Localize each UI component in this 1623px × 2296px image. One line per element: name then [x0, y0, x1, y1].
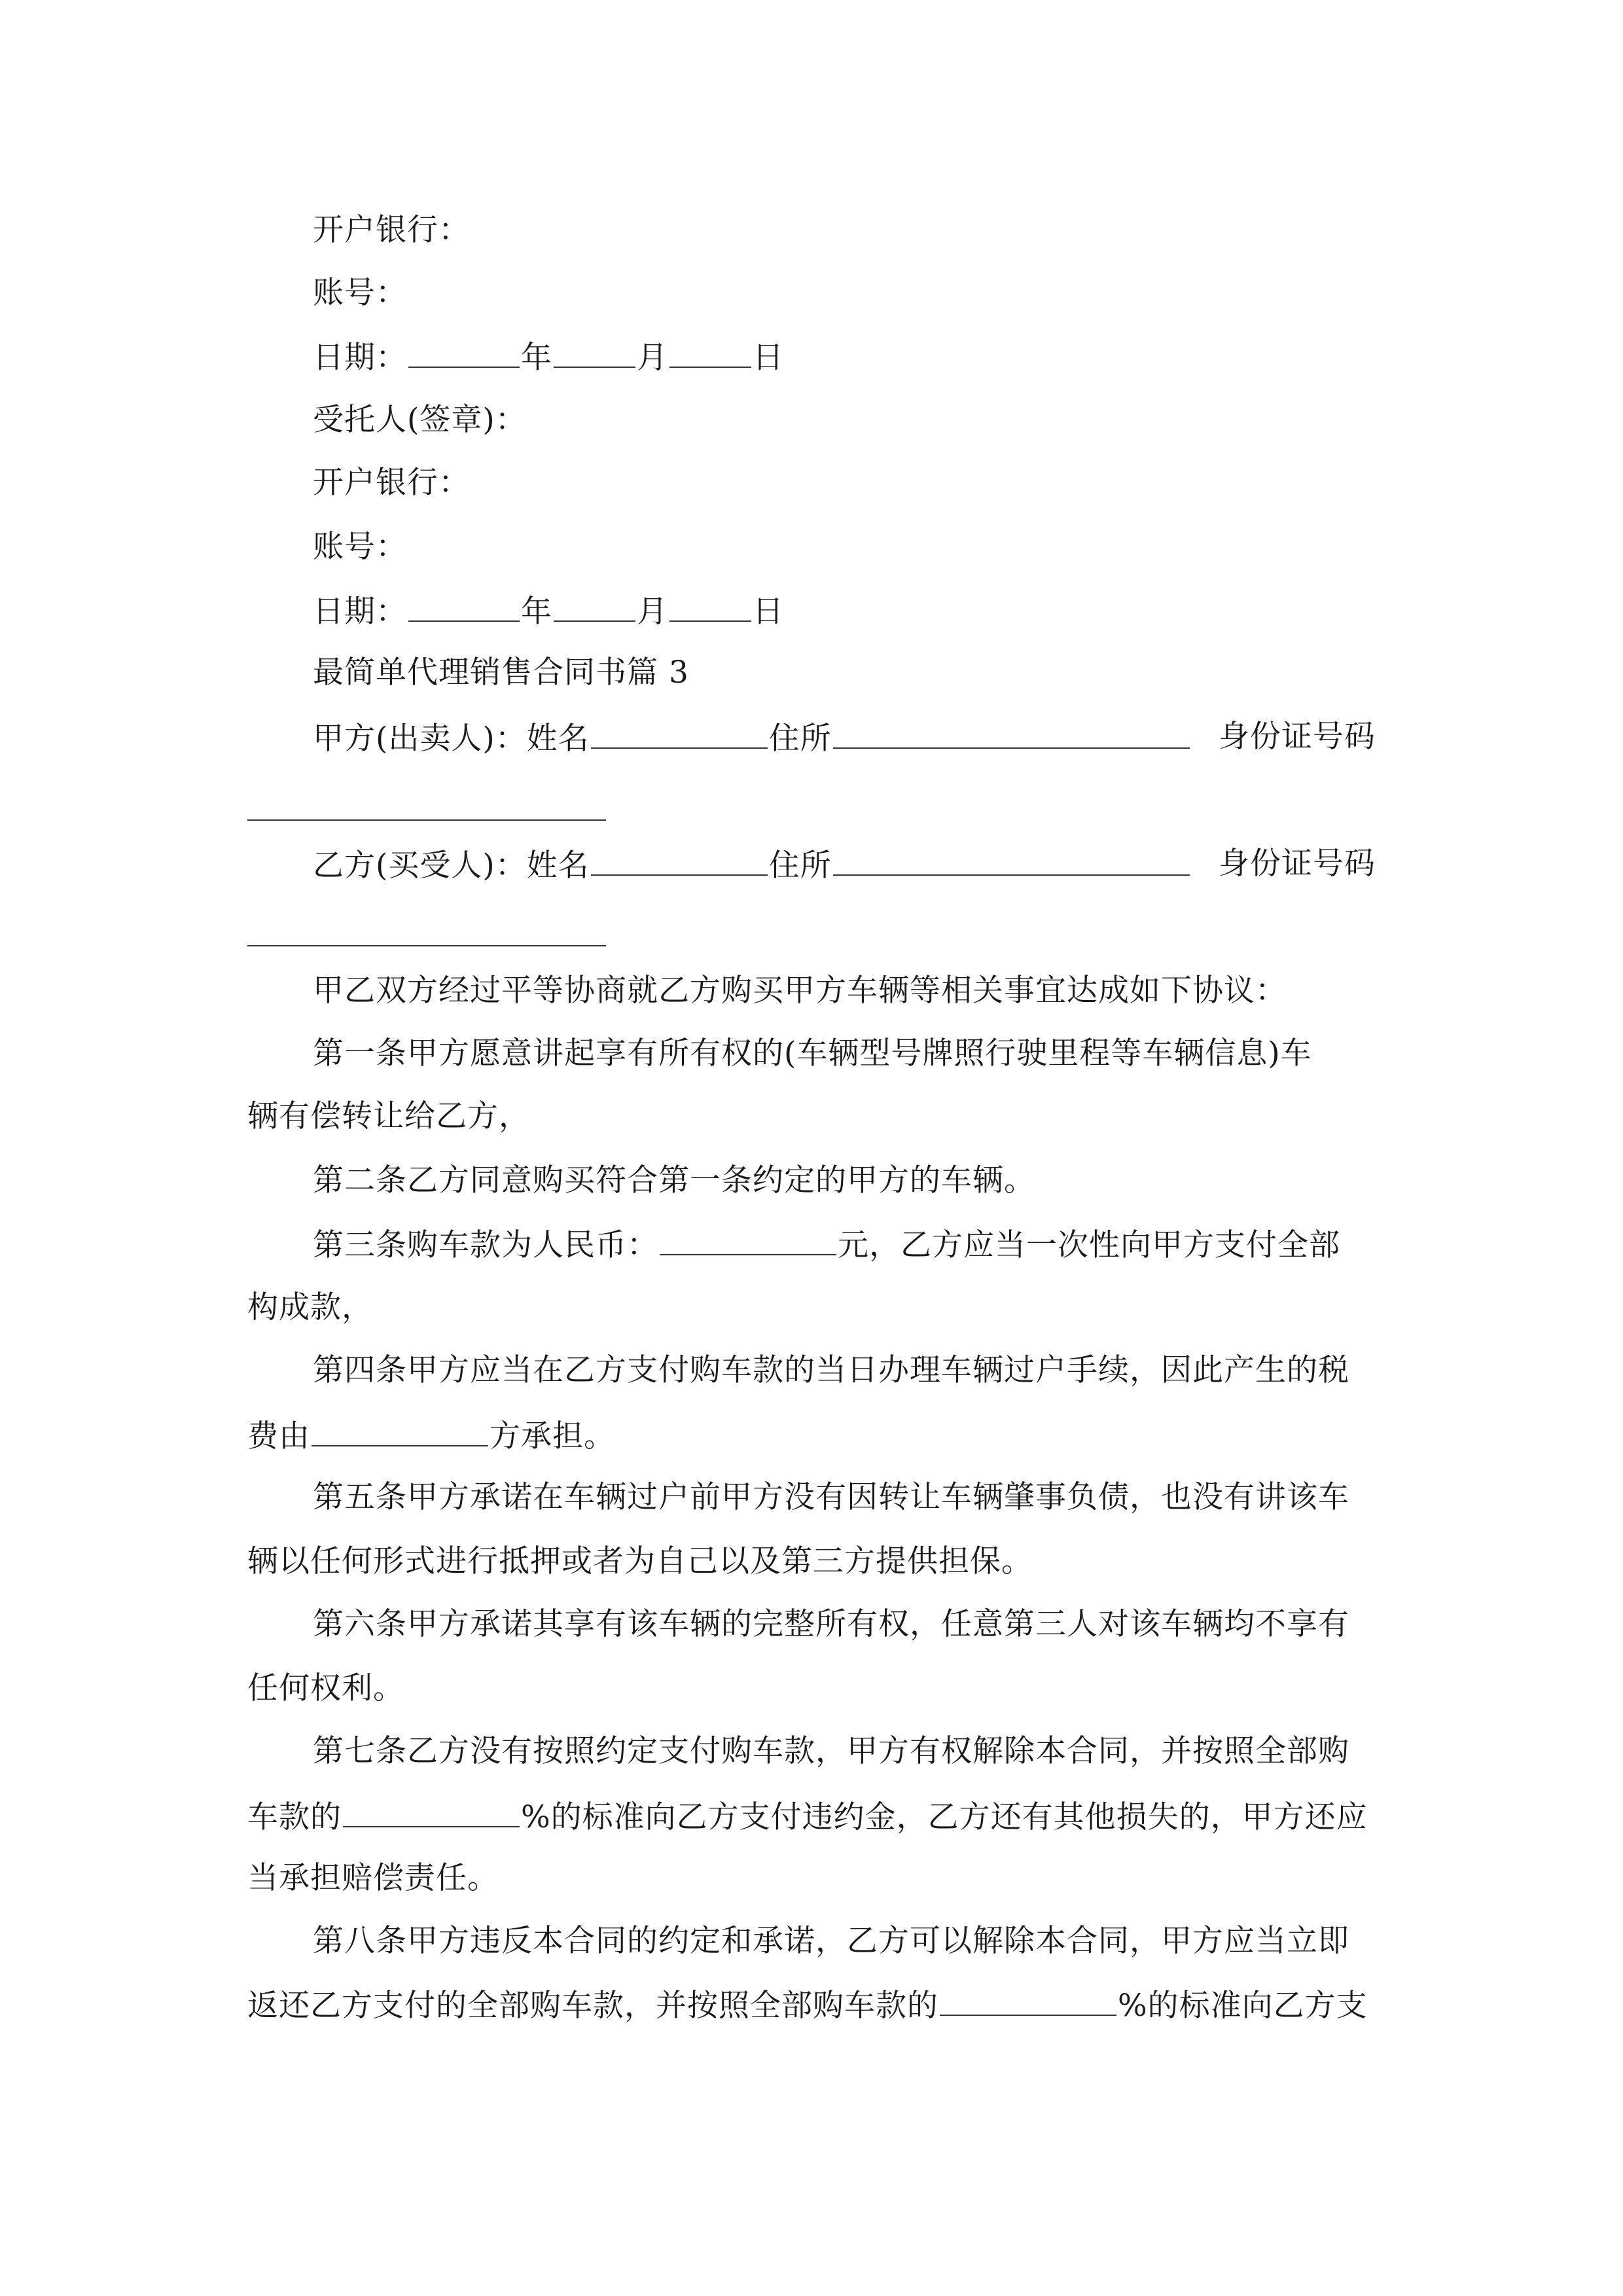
bank-label-2: 开户银行： — [313, 465, 470, 501]
clause-3-line-2: 构成款， — [247, 1289, 373, 1325]
party-b-line — [313, 844, 1376, 886]
party-a-address-blank — [833, 717, 1190, 749]
clause-3-text-a: 第三条购车款为人民币： — [313, 1227, 658, 1263]
day-blank — [669, 336, 751, 368]
bank-label-1: 开户银行： — [313, 212, 470, 248]
penalty-percent-blank-2 — [940, 1984, 1116, 2016]
date-line-1 — [313, 336, 1376, 378]
clause-3-line-1 — [313, 1224, 1376, 1265]
party-a-id-label: 身份证号码 — [1219, 719, 1376, 755]
party-a-name-blank — [591, 717, 768, 749]
clause-8-text-b: %的标准向乙方支 — [1118, 1988, 1368, 2024]
clause-4-text-a: 费由 — [247, 1418, 310, 1454]
day-label: 日 — [753, 594, 784, 630]
clause-1-line-2: 辆有偿转让给乙方， — [247, 1098, 530, 1134]
clause-8-line-1: 第八条甲方违反本合同的约定和承诺，乙方可以解除本合同，甲方应当立即 — [313, 1923, 1349, 1959]
month-label: 月 — [637, 340, 668, 376]
tax-party-blank — [312, 1415, 488, 1446]
clause-7-line-2 — [247, 1796, 1376, 1837]
clause-1-text: 第一条甲方愿意讲起享有所有权的(车辆型号牌照行驶里程等车辆信息)车 — [313, 1035, 1312, 1071]
day-label: 日 — [753, 340, 784, 376]
price-blank — [660, 1224, 836, 1255]
party-b-address-label: 住所 — [768, 848, 832, 884]
clause-8-line-2 — [247, 1984, 1376, 2026]
date-line-2 — [313, 590, 1376, 632]
month-blank — [554, 590, 635, 622]
date-label: 日期： — [313, 594, 407, 630]
clause-6-line-2: 任何权利。 — [247, 1670, 404, 1706]
agreement-intro: 甲乙双方经过平等协商就乙方购买甲方车辆等相关事宜达成如下协议： — [313, 973, 1287, 1009]
party-b-name-blank — [591, 844, 768, 876]
party-a-name-label: 甲方(出卖人)：姓名 — [313, 721, 590, 757]
party-b-id-label: 身份证号码 — [1219, 846, 1376, 882]
account-label-1: 账号： — [313, 275, 407, 311]
party-b-name-label: 乙方(买受人)：姓名 — [313, 848, 590, 884]
clause-6-line-1: 第六条甲方承诺其享有该车辆的完整所有权，任意第三人对该车辆均不享有 — [313, 1606, 1349, 1642]
party-a-line — [313, 717, 1376, 759]
year-label: 年 — [521, 340, 552, 376]
year-blank — [408, 336, 520, 368]
clause-5-line-2: 辆以任何形式进行抵押或者为自己以及第三方提供担保。 — [247, 1543, 1033, 1579]
clause-7-line-1: 第七条乙方没有按照约定支付购车款，甲方有权解除本合同，并按照全部购 — [313, 1733, 1349, 1769]
account-label-2: 账号： — [313, 529, 407, 565]
clause-3-text-b: 元，乙方应当一次性向甲方支付全部 — [838, 1227, 1340, 1263]
day-blank — [669, 590, 751, 622]
party-a-address-label: 住所 — [768, 721, 832, 757]
clause-5-line-1: 第五条甲方承诺在车辆过户前甲方没有因转让车辆肇事负债，也没有讲该车 — [313, 1479, 1349, 1515]
clause-4-text-b: 方承担。 — [490, 1418, 615, 1454]
clause-4-line-2 — [247, 1415, 1376, 1456]
clause-7-line-3: 当承担赔偿责任。 — [247, 1860, 499, 1896]
clause-2: 第二条乙方同意购买符合第一条约定的甲方的车辆。 — [313, 1162, 1035, 1198]
clause-7-text-a: 车款的 — [247, 1799, 342, 1835]
party-b-address-blank — [833, 844, 1190, 876]
trustee-signature-label: 受托人(签章)： — [313, 402, 527, 438]
month-label: 月 — [637, 594, 668, 630]
year-label: 年 — [521, 594, 552, 630]
clause-4-line-1: 第四条甲方应当在乙方支付购车款的当日办理车辆过户手续，因此产生的税 — [313, 1352, 1349, 1388]
party-b-id-blank — [247, 945, 606, 946]
penalty-percent-blank-1 — [343, 1796, 520, 1827]
section-title: 最简单代理销售合同书篇 3 — [313, 655, 689, 691]
clause-8-text-a: 返还乙方支付的全部购车款，并按照全部购车款的 — [247, 1988, 938, 2024]
clause-1-line-1 — [313, 1034, 1376, 1073]
month-blank — [554, 336, 635, 368]
party-a-id-blank — [247, 819, 606, 821]
date-label: 日期： — [313, 340, 407, 376]
clause-7-text-b: %的标准向乙方支付违约金，乙方还有其他损失的，甲方还应 — [521, 1799, 1368, 1835]
year-blank — [408, 590, 520, 622]
